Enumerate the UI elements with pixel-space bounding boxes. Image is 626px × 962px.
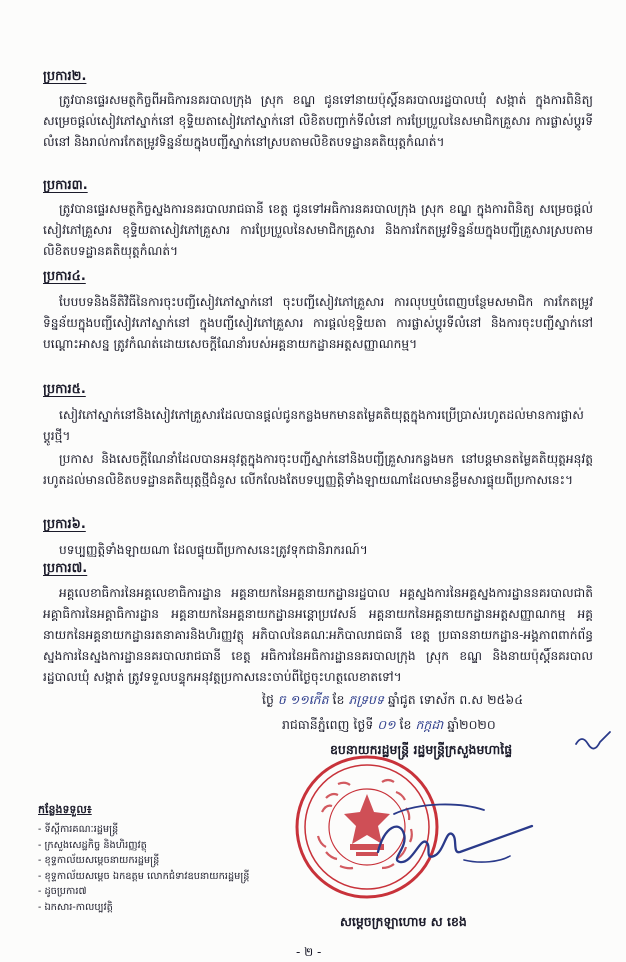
article-4-text: បែបបទនិងនីតិវិធីនៃការចុះបញ្ជីសៀវភៅស្នាក់នៅ ចុះបញ្ជីសៀវភៅគ្រួសារ ការលុបឬបំពេញបន្ថែមសមាជិក ការកែតម្រូវទិន្នន័យក្នុងបញ្ជីសៀវភៅស្នាក់នៅ ក្នុងបញ្ជីសៀវភៅគ្រួសារ ការផ្តល់ខុទ្ទិយតា ការផ្លាស់ប្តូរទីលំនៅ និងការចុះបញ្ជីស្នាក់នៅបណ្តោះអាសន្ន ត្រូវកំណត់ដោយសេចក្តីណែនាំរបស់អគ្គនាយកដ្ឋានអត្តសញ្ញាណកម្ម។ <box>43 295 593 351</box>
article-5-heading: ប្រការ៥. <box>43 382 86 397</box>
recipient-item: - ដូចប្រការ៧ <box>38 884 249 900</box>
lunar-date-line: ថ្ងៃ ច ១១កើត ខែ ភទ្របទ ឆ្នាំជូត ទោស័ក ព.ស ២៥៦៤ <box>262 692 524 707</box>
recipient-item: - ក្រសួងសេដ្ឋកិច្ច និងហិរញ្ញវត្ថុ <box>38 838 249 854</box>
article-3-heading: ប្រការ៣. <box>43 178 88 193</box>
article-2-text: ត្រូវបានផ្ទេរសមត្ថកិច្ចពីអធិការនគរបាលក្រុង ស្រុក ខណ្ឌ ជូនទៅនាយប៉ុស្តិ៍នគរបាលរដ្ឋបាលឃុំ សង្កាត់ ក្នុងការពិនិត្យ សម្រេចផ្តល់សៀវភៅស្នាក់នៅ ខុទ្ទិយតាសៀវភៅស្នាក់នៅ លិខិតបញ្ជាក់ទីលំនៅ ការប្រែប្រួលនៃសមាជិកគ្រួសារ ការផ្លាស់ប្តូរទីលំនៅ និងរាល់ការកែតម្រូវទិន្នន័យក្នុងបញ្ជីស្នាក់នៅស្របតាមលិខិតបទដ្ឋានគតិយុត្តកំណត់។ <box>43 93 593 149</box>
gregorian-date-line: រាជធានីភ្នំពេញ ថ្ងៃទី ០១ ខែ កក្កដា ឆ្នាំ២០២០ <box>282 717 496 732</box>
recipients-list <box>38 822 249 915</box>
gregorian-day-handwritten: ០១ <box>377 717 396 732</box>
lunar-month-handwritten: ភទ្របទ <box>348 692 384 707</box>
initial-mark-icon <box>572 728 616 754</box>
recipient-item: - ទីស្តីការគណៈរដ្ឋមន្ត្រី <box>38 822 249 838</box>
article-2-heading: ប្រការ២. <box>43 69 87 84</box>
article-6-text: បទប្បញ្ញត្តិទាំងឡាយណា ដែលផ្ទុយពីប្រកាសនេះត្រូវទុកជានិរាករណ៍។ <box>59 543 368 557</box>
article-5-text-2: ប្រកាស និងសេចក្តីណែនាំដែលបានអនុវត្តក្នុងការចុះបញ្ជីស្នាក់នៅនិងបញ្ជីគ្រួសារកន្លងមក នៅបន្តមានតម្លៃគតិយុត្តអនុវត្តរហូតដល់មានលិខិតបទដ្ឋានគតិយុត្តថ្មីជំនួស លើកលែងតែបទប្បញ្ញត្តិទាំងឡាយណាដែលមានខ្លឹមសារផ្ទុយពីប្រកាសនេះ។ <box>43 452 593 487</box>
lunar-day-handwritten: ច ១១កើត <box>277 692 329 707</box>
signature-icon <box>360 790 550 885</box>
recipient-item: - ខុទ្ទកាល័យសម្តេចនាយករដ្ឋមន្ត្រី <box>38 853 249 869</box>
article-3-text: ត្រូវបានផ្ទេរសមត្ថកិច្ចស្នងការនគរបាលរាជធានី ខេត្ត ជូនទៅអធិការនគរបាលក្រុង ស្រុក ខណ្ឌ ក្នុងការពិនិត្យ សម្រេចផ្តល់សៀវភៅគ្រួសារ ខុទ្ទិយតាសៀវភៅគ្រួសារ ការប្រែប្រួលនៃសមាជិកគ្រួសារ និងការកែតម្រូវទិន្នន័យក្នុងបញ្ជីគ្រួសារស្របតាមលិខិតបទដ្ឋានគតិយុត្តកំណត់។ <box>43 202 593 258</box>
article-4-heading: ប្រការ៤. <box>43 269 86 284</box>
article-6-heading: ប្រការ៦. <box>43 517 86 532</box>
recipient-item: - ឯកសារ-កាលប្បវត្តិ <box>38 900 249 916</box>
signatory-title: ឧបនាយករដ្ឋមន្ត្រី រដ្ឋមន្ត្រីក្រសួងមហាផ្ទៃ <box>330 742 513 757</box>
recipients-title: កន្លែងទទួល៖ <box>38 803 92 816</box>
article-7-heading: ប្រការ៧. <box>43 561 88 576</box>
recipient-item: - ខុទ្ទកាល័យសម្តេច ឯកឧត្តម លោកជំទាវឧបនាយករដ្ឋមន្ត្រី <box>38 869 249 885</box>
article-7-text: អគ្គលេខាធិការនៃអគ្គលេខាធិការដ្ឋាន អគ្គនាយកនៃអគ្គនាយកដ្ឋានរដ្ឋបាល អគ្គស្នងការនៃអគ្គស្នងការដ្ឋាននគរបាលជាតិ អគ្គាធិការនៃអគ្គាធិការដ្ឋាន អគ្គនាយកនៃអគ្គនាយកដ្ឋានអន្តោប្រវេសន៍ អគ្គនាយកនៃអគ្គនាយកដ្ឋានអត្តសញ្ញាណកម្ម អគ្គនាយកនៃអគ្គនាយកដ្ឋានរតនាគារនិងហិរញ្ញវត្ថុ អភិបាលនៃគណៈអភិបាលរាជធានី ខេត្ត ប្រធាននាយកដ្ឋាន-អង្គភាពពាក់ព័ន្ធ ស្នងការនៃស្នងការដ្ឋាននគរបាលរាជធានី ខេត្ត អធិការនៃអធិការដ្ឋាននគរបាលក្រុង ស្រុក ខណ្ឌ និងនាយប៉ុស្តិ៍នគរបាលរដ្ឋបាលឃុំ សង្កាត់ ត្រូវទទួលបន្ទុកអនុវត្តប្រកាសនេះចាប់ពីថ្ងៃចុះហត្ថលេខាតទៅ។ <box>43 586 593 684</box>
gregorian-month-handwritten: កក្កដា <box>415 717 444 732</box>
page-number: - ២ - <box>296 945 322 959</box>
signer-name: សម្តេចក្រឡាហោម ស ខេង <box>340 914 467 929</box>
article-5-text: សៀវភៅស្នាក់នៅនិងសៀវភៅគ្រួសារដែលបានផ្តល់ជូនកន្លងមកមានតម្លៃគតិយុត្តក្នុងការប្រើប្រាស់រហូតដល់មានការផ្លាស់ប្តូរថ្មី។ <box>43 408 584 443</box>
